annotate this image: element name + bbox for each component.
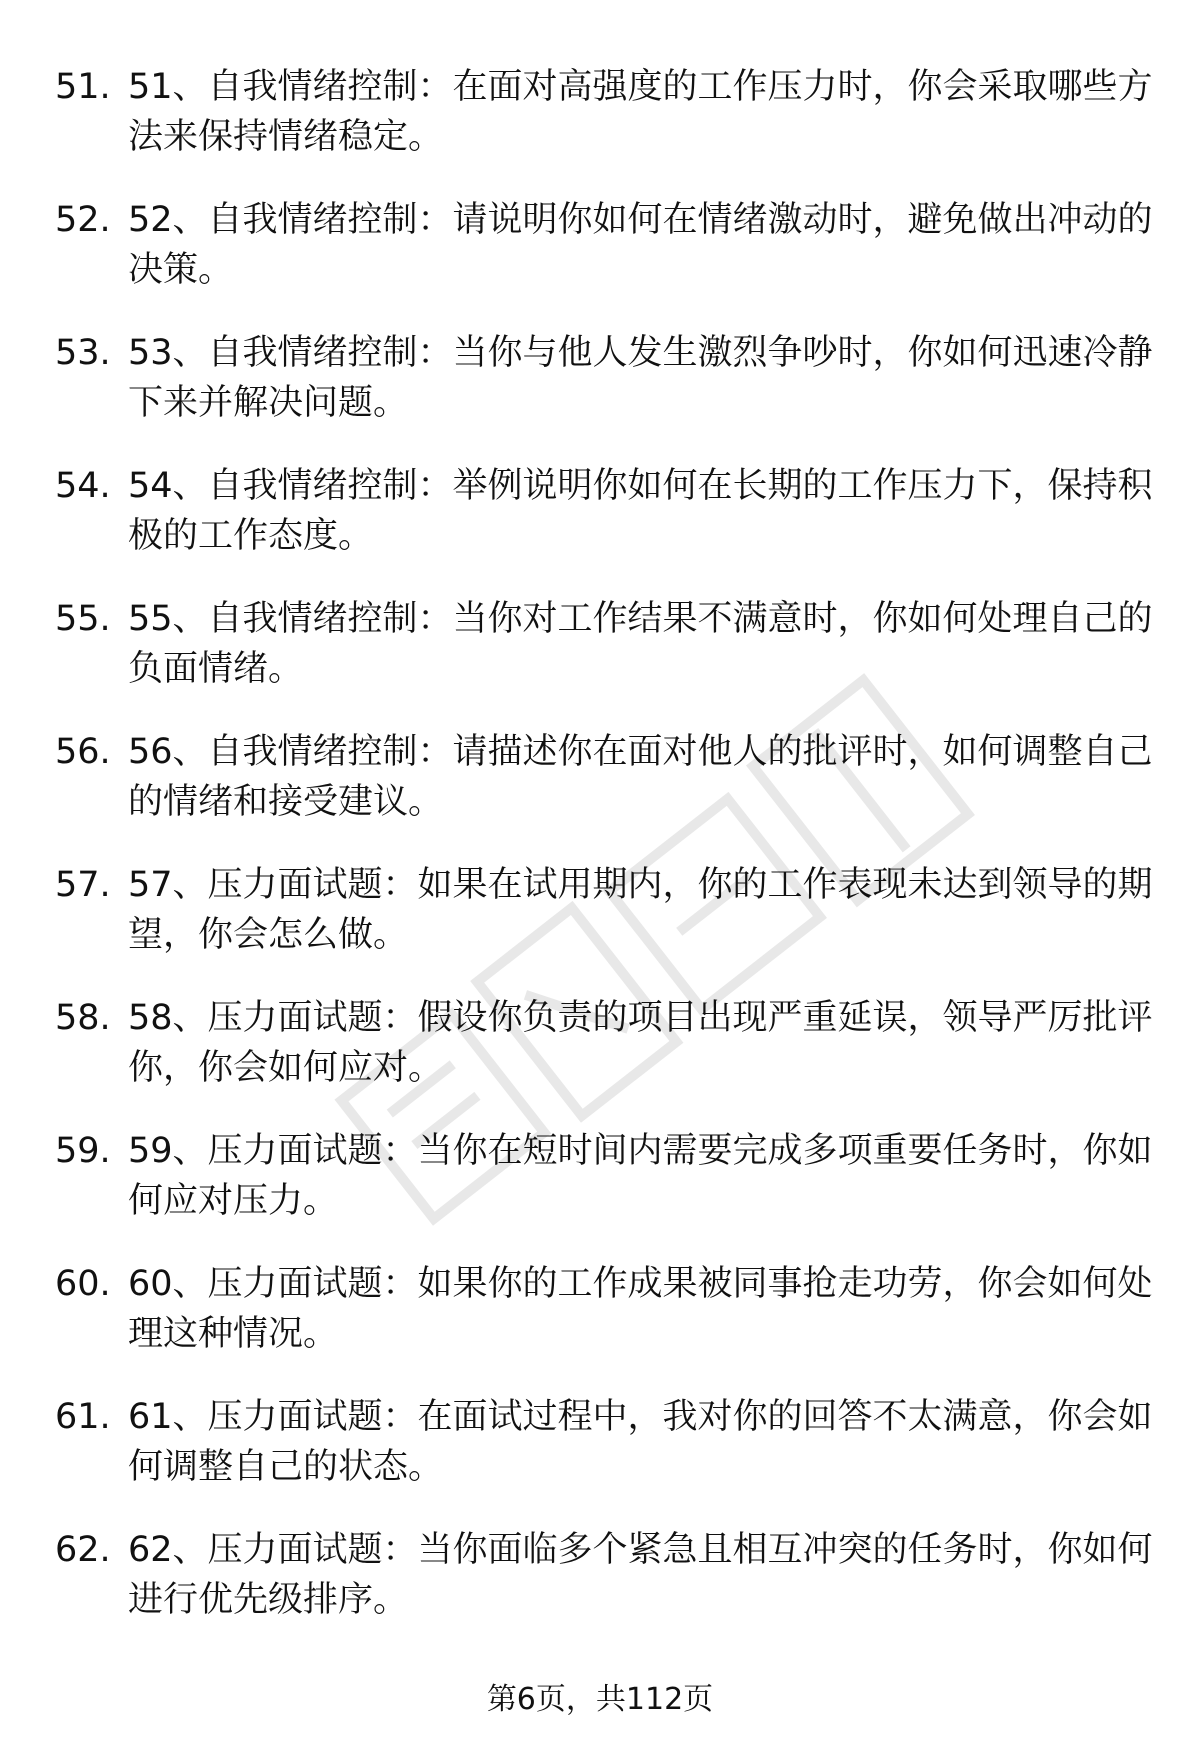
list-item [55, 727, 1155, 860]
list-item-number: 53. [55, 333, 111, 373]
list-item-text: 52、自我情绪控制：请说明你如何在情绪激动时，避免做出冲动的决策。 [128, 200, 1153, 290]
list-item-number: 54. [55, 466, 111, 506]
list-item-number: 56. [55, 732, 111, 772]
list-item-text: 51、自我情绪控制：在面对高强度的工作压力时，你会采取哪些方法来保持情绪稳定。 [128, 67, 1153, 157]
list-item-number: 58. [55, 998, 111, 1038]
list-item [55, 594, 1155, 727]
list-item-text: 56、自我情绪控制：请描述你在面对他人的批评时，如何调整自己的情绪和接受建议。 [128, 732, 1153, 822]
list-item-number: 55. [55, 599, 111, 639]
list-item-number: 60. [55, 1264, 111, 1304]
question-list [55, 62, 1155, 1658]
list-item-text: 54、自我情绪控制：举例说明你如何在长期的工作压力下，保持积极的工作态度。 [128, 466, 1153, 556]
list-item [55, 1126, 1155, 1259]
list-item [55, 1259, 1155, 1392]
list-item-text: 62、压力面试题：当你面临多个紧急且相互冲突的任务时，你如何进行优先级排序。 [128, 1530, 1153, 1620]
page-number-footer: 第6页，共112页 [486, 1682, 714, 1717]
list-item-text: 55、自我情绪控制：当你对工作结果不满意时，你如何处理自己的负面情绪。 [128, 599, 1153, 689]
list-item [55, 328, 1155, 461]
list-item-number: 62. [55, 1530, 111, 1570]
list-item [55, 1525, 1155, 1658]
list-item-number: 59. [55, 1131, 111, 1171]
list-item [55, 62, 1155, 195]
list-item-number: 61. [55, 1397, 111, 1437]
list-item-number: 51. [55, 67, 111, 107]
list-item [55, 1392, 1155, 1525]
list-item [55, 860, 1155, 993]
list-item [55, 993, 1155, 1126]
list-item-text: 61、压力面试题：在面试过程中，我对你的回答不太满意，你会如何调整自己的状态。 [128, 1397, 1153, 1487]
list-item-number: 57. [55, 865, 111, 905]
list-item-text: 58、压力面试题：假设你负责的项目出现严重延误，领导严厉批评你，你会如何应对。 [128, 998, 1153, 1088]
list-item-text: 59、压力面试题：当你在短时间内需要完成多项重要任务时，你如何应对压力。 [128, 1131, 1153, 1221]
list-item-text: 53、自我情绪控制：当你与他人发生激烈争吵时，你如何迅速冷静下来并解决问题。 [128, 333, 1153, 423]
list-item [55, 461, 1155, 594]
list-item [55, 195, 1155, 328]
list-item-number: 52. [55, 200, 111, 240]
list-item-text: 57、压力面试题：如果在试用期内，你的工作表现未达到领导的期望，你会怎么做。 [128, 865, 1153, 955]
list-item-text: 60、压力面试题：如果你的工作成果被同事抢走功劳，你会如何处理这种情况。 [128, 1264, 1153, 1354]
